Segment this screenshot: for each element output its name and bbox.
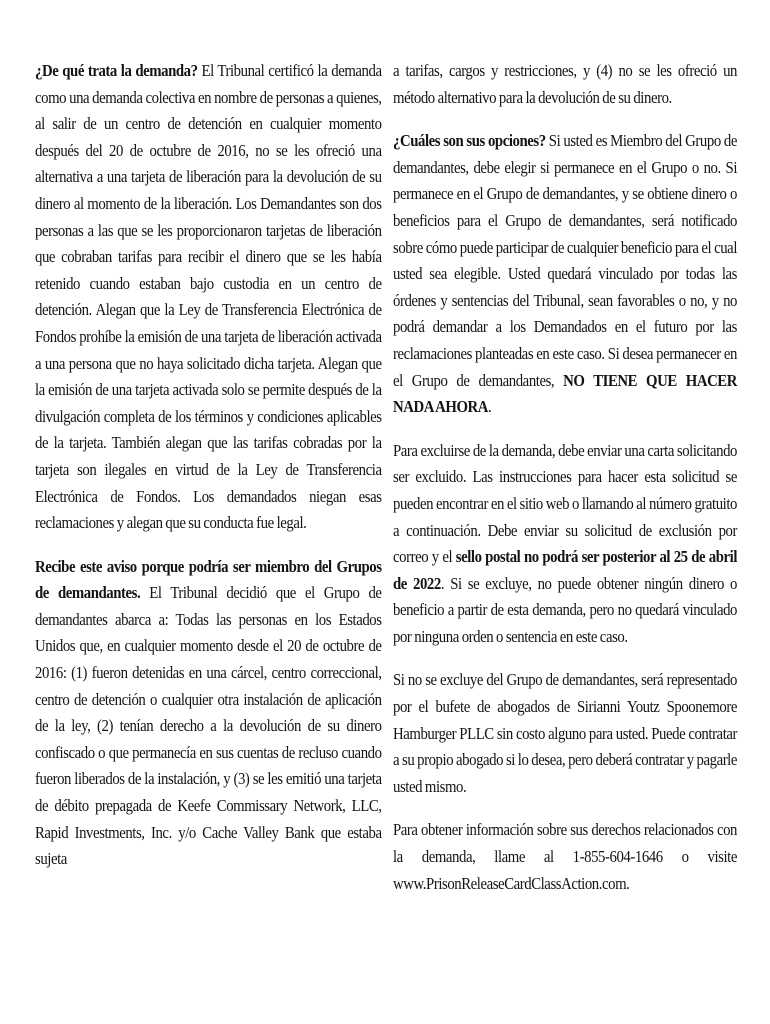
exclusion-text: Para excluirse de la demanda, debe enviar una carta solicitando ser excluido. Las instrucciones para hacer esta solicitud se pueden encontrar en el sitio web o llamando al número gratuito a continuación. Debe enviar su solicitud de exclusión por correo y el: [393, 440, 737, 567]
exclusion-deadline: sello postal no podrá ser posterior al 25 de abril de 2022: [393, 547, 738, 593]
heading-lawsuit-about: ¿De qué trata la demanda?: [35, 61, 198, 80]
paragraph-options: [393, 128, 737, 421]
lawsuit-about-text: El Tribunal certificó la demanda como una demanda colectiva en nombre de personas a quienes, al salir de un centro de detención en cualquier momento después del 20 de octubre de 2016, no se les ofreció una alternativa a una tarjeta de liberación para la devolución de su dinero al momento de la liberación. Los Demandantes son dos personas a las que se les proporcionaron tarjetas de liberación que cobraban tarifas para recibir el dinero que se les había retenido cuando estaban bajo custodia en un centro de detención. Alegan que la Ley de Transferencia Electrónica de Fondos prohíbe la emisión de una tarjeta de liberación activada a una persona que no haya solicitado dicha tarjeta. Alegan que la emisión de una tarjeta activada solo se permite después de la divulgación completa de los términos y condiciones aplicables de la tarjeta. También alegan que las tarifas cobradas por la tarjeta son ilegales en virtud de la Ley de Transferencia Electrónica de Fondos. Los demandados niegan esas reclamaciones y alegan que su conducta fue legal.: [35, 61, 382, 533]
heading-why-notice: Recibe este aviso porque podría ser miembro del Grupos de demandantes.: [35, 556, 382, 603]
representation-text: Si no se excluye del Grupo de demandantes, será representado por el bufete de abogados de Sirianni Youtz Spoonemore Hamburger PLLC sin costo alguno para usted. Puede contratar a su propio abogado si lo desea, pero deberá contratar y pagarle usted mismo.: [393, 670, 737, 796]
options-emphasis: NO TIENE QUE HACER NADA AHORA: [393, 370, 737, 417]
options-text: Si usted es Miembro del Grupo de demandantes, debe elegir si permanece en el Grupo o no. Si permanece en el Grupo de demandantes, y se obtiene dinero o beneficios para el Grupo de demandantes, será notificado sobre cómo puede participar de cualquier beneficio para el cual usted sea elegible. Usted quedará vinculado por todas las órdenes y sentencias del Tribunal, sean favorables o no, y no podrá demandar a los Demandados en el futuro por las reclamaciones planteadas en este caso. Si desea permanecer en el Grupo de demandantes,: [393, 131, 737, 390]
paragraph-why-notice: [35, 554, 382, 873]
contact-text: Para obtener información sobre sus derechos relacionados con la demanda, llame al 1-855-604-1646 o visite www.PrisonReleaseCardClassAction.com.: [393, 820, 737, 893]
right-column: [393, 58, 737, 914]
why-notice-text: El Tribunal decidió que el Grupo de demandantes abarca a: Todas las personas en los Estados Unidos que, en cualquier momento desde el 20 de octubre de 2016: (1) fueron detenidas en una cárcel, centro correccional, centro de detención o cualquier otra instalación de aplicación de la ley, (2) tenían derecho a la devolución de su dinero confiscado o que permanecía en sus cuentas de recluso cuando fueron liberados de la instalación, y (3) se les emitió una tarjeta de débito prepagada de Keefe Commissary Network, LLC, Rapid Investments, Inc. y/o Cache Valley Bank que estaba sujeta: [35, 583, 382, 869]
left-column: [35, 58, 382, 890]
paragraph-exclusion: [393, 438, 737, 651]
paragraph-representation: [393, 667, 737, 800]
heading-options: ¿Cuáles son sus opciones?: [393, 131, 546, 151]
options-text-end: .: [488, 397, 492, 417]
paragraph-class-continued: [393, 58, 737, 111]
paragraph-contact: [393, 817, 737, 897]
paragraph-lawsuit-about: [35, 58, 382, 537]
class-continued-text: a tarifas, cargos y restricciones, y (4) no se les ofreció un método alternativo para la devolución de su dinero.: [393, 61, 737, 107]
exclusion-text-end: . Si se excluye, no puede obtener ningún dinero o beneficio a partir de esta demanda, pero no quedará vinculado por ninguna orden o sentencia en este caso.: [393, 573, 737, 646]
